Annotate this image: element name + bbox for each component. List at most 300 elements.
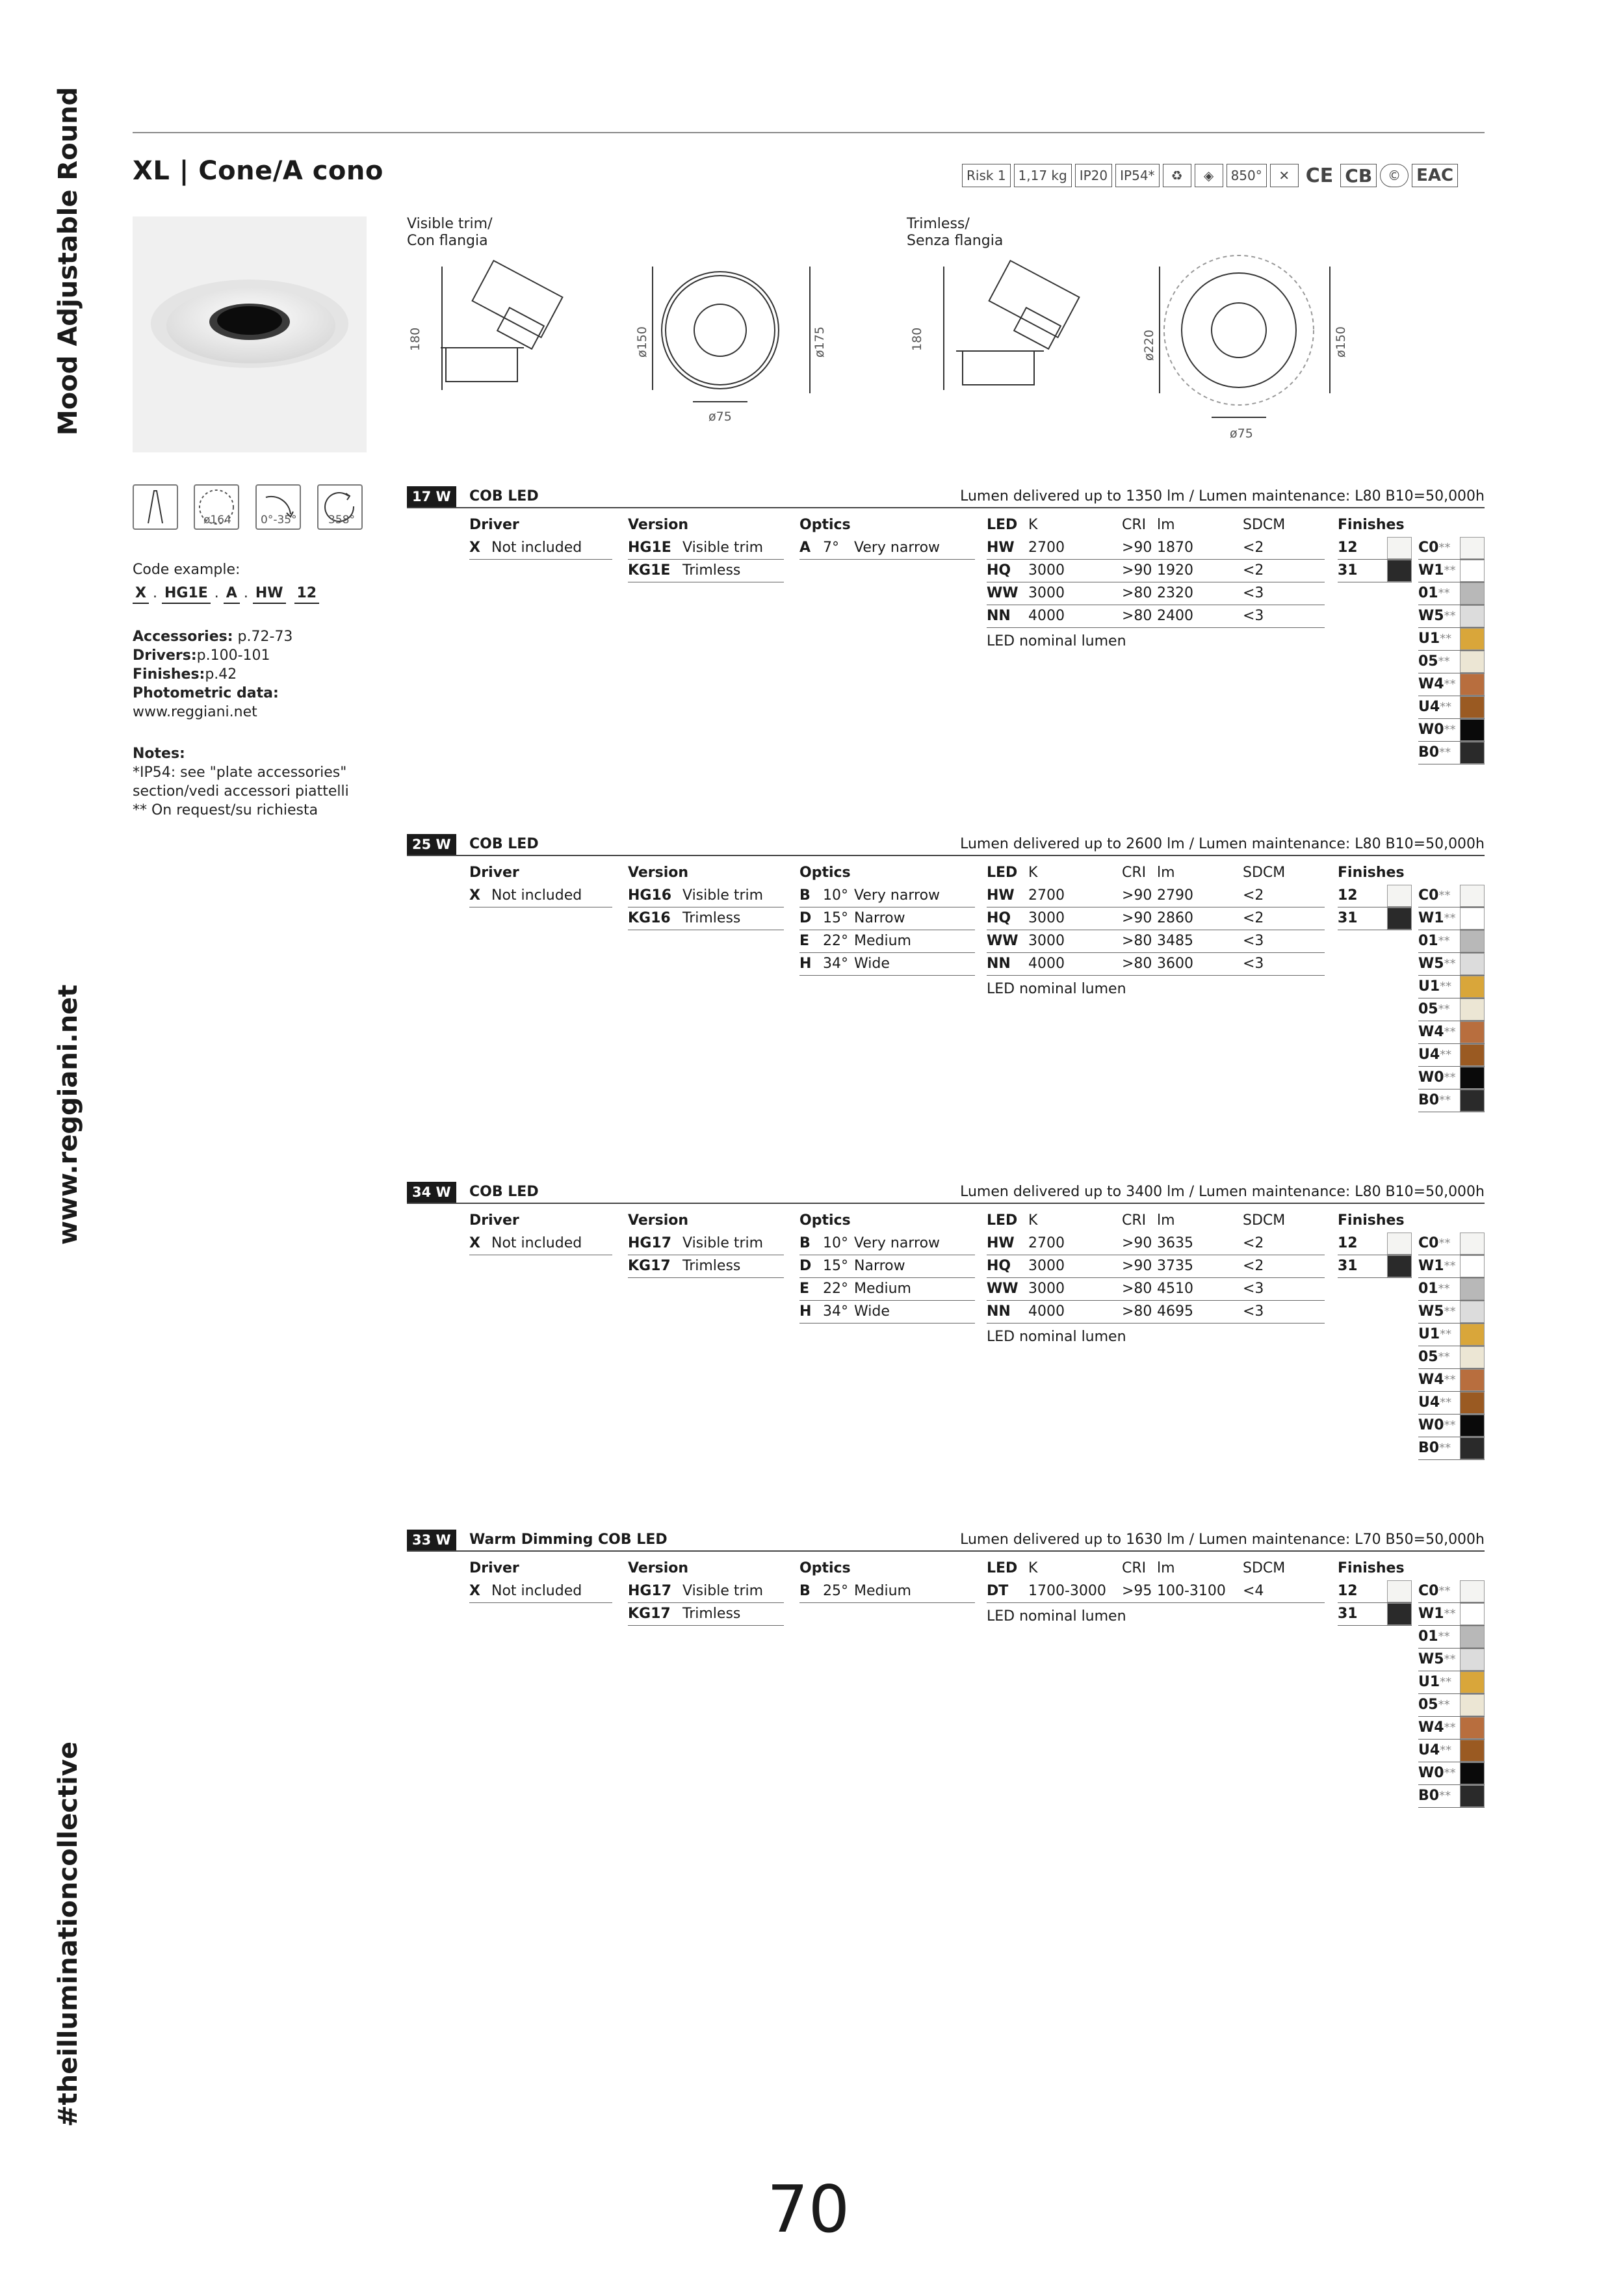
led-sdcm: <3 bbox=[1243, 1281, 1264, 1297]
finish-main-row bbox=[1338, 885, 1412, 907]
led-sdcm: <3 bbox=[1243, 1303, 1264, 1320]
family-label: Mood Adjustable Round bbox=[53, 86, 83, 436]
on-request-mark: ** bbox=[1439, 1441, 1451, 1455]
led-cri: >90 bbox=[1122, 1258, 1152, 1274]
finish-color-swatch bbox=[1460, 1717, 1485, 1739]
finish-color-row bbox=[1418, 1740, 1485, 1762]
optics-code: D bbox=[799, 910, 812, 926]
class-icon: ◈ bbox=[1195, 164, 1223, 187]
finish-color-swatch bbox=[1460, 907, 1485, 930]
finish-main-code: 12 bbox=[1338, 1235, 1358, 1251]
finish-color-row bbox=[1418, 651, 1485, 673]
version-row bbox=[628, 537, 784, 560]
led-header-code: LED bbox=[987, 517, 1018, 533]
optics-code: H bbox=[799, 1303, 812, 1320]
finish-color-row bbox=[1418, 1785, 1485, 1808]
tl-inner-dia-dim: ø150 bbox=[1334, 326, 1348, 358]
finish-color-swatch bbox=[1460, 628, 1485, 650]
top-rule bbox=[133, 132, 1485, 133]
finish-color-code: 01 bbox=[1418, 1628, 1438, 1645]
finish-color-swatch bbox=[1460, 1415, 1485, 1437]
on-request-mark: ** bbox=[1438, 586, 1450, 600]
led-code: HQ bbox=[987, 1258, 1011, 1274]
drivers-label: Drivers: bbox=[133, 647, 197, 664]
finish-color-swatch bbox=[1460, 1626, 1485, 1648]
driver-row bbox=[469, 1233, 612, 1255]
finishes-value: p.42 bbox=[205, 666, 237, 683]
driver-label: Not included bbox=[491, 1235, 582, 1251]
on-request-mark: ** bbox=[1444, 1025, 1456, 1039]
on-request-mark: ** bbox=[1438, 1350, 1450, 1364]
on-request-mark: ** bbox=[1438, 1002, 1450, 1016]
finish-color-swatch bbox=[1460, 1021, 1485, 1043]
tilt-label: 0°-35° bbox=[261, 514, 297, 527]
section-header bbox=[407, 834, 1485, 856]
tl-outer-dia-dim: ø220 bbox=[1142, 330, 1156, 361]
finish-color-swatch bbox=[1460, 1369, 1485, 1391]
product-section bbox=[407, 834, 1485, 1108]
cutout-label: ø164 bbox=[203, 514, 231, 527]
weight-badge: 1,17 kg bbox=[1014, 164, 1072, 187]
finish-main-row bbox=[1338, 907, 1412, 930]
beam-icon bbox=[133, 484, 178, 530]
version-row bbox=[628, 1580, 784, 1603]
on-request-mark: ** bbox=[1439, 1789, 1451, 1803]
led-nominal-note: LED nominal lumen bbox=[987, 633, 1126, 649]
finish-color-code: W5 bbox=[1418, 1651, 1444, 1667]
led-cri: >90 bbox=[1122, 910, 1152, 926]
drivers-value: p.100-101 bbox=[196, 647, 270, 664]
finish-color-row bbox=[1418, 885, 1485, 907]
finish-color-code: W4 bbox=[1418, 1719, 1444, 1736]
on-request-mark: ** bbox=[1444, 1071, 1456, 1084]
finish-color-swatch bbox=[1460, 1740, 1485, 1762]
finish-color-row bbox=[1418, 1278, 1485, 1301]
finish-color-swatch bbox=[1460, 651, 1485, 673]
led-k: 3000 bbox=[1028, 585, 1065, 601]
finishes-header: Finishes bbox=[1338, 1212, 1405, 1229]
finish-color-row bbox=[1418, 1346, 1485, 1369]
eac-mark: EAC bbox=[1412, 164, 1458, 187]
led-sdcm: <3 bbox=[1243, 933, 1264, 949]
notes bbox=[133, 744, 349, 820]
downlight-image bbox=[133, 216, 367, 452]
optics-code: A bbox=[799, 540, 811, 556]
finish-color-code: U1 bbox=[1418, 1674, 1440, 1690]
vt-height-dim: 180 bbox=[408, 327, 422, 351]
finish-color-row bbox=[1418, 1067, 1485, 1089]
led-row bbox=[987, 1278, 1325, 1301]
note-request: ** On request/su richiesta bbox=[133, 802, 318, 818]
optics-column bbox=[799, 1557, 975, 1603]
optics-code: E bbox=[799, 933, 810, 949]
led-cri: >90 bbox=[1122, 887, 1152, 904]
finishes-label: Finishes: bbox=[133, 666, 205, 683]
version-column bbox=[628, 514, 784, 582]
page-number: 70 bbox=[767, 2171, 850, 2247]
optics-row bbox=[799, 1580, 975, 1603]
on-request-mark: ** bbox=[1444, 1418, 1456, 1432]
lumen-info: Lumen delivered up to 3400 lm / Lumen maintenance: L80 B10=50,000h bbox=[960, 1184, 1485, 1200]
finish-color-code: 01 bbox=[1418, 1281, 1438, 1297]
on-request-mark: ** bbox=[1444, 1305, 1456, 1318]
finish-main-code: 12 bbox=[1338, 887, 1358, 904]
finish-main-swatch bbox=[1387, 907, 1412, 930]
finish-color-swatch bbox=[1460, 953, 1485, 975]
version-label: Visible trim bbox=[682, 540, 764, 556]
code-finish: 12 bbox=[294, 584, 320, 604]
finish-color-code: C0 bbox=[1418, 540, 1439, 556]
ip20-badge: IP20 bbox=[1075, 164, 1112, 187]
optics-code: H bbox=[799, 956, 812, 972]
wattage-badge: 25 W bbox=[407, 834, 456, 855]
finish-color-code: W0 bbox=[1418, 1765, 1444, 1781]
optics-row bbox=[799, 537, 975, 560]
led-header bbox=[987, 861, 1325, 885]
on-request-mark: ** bbox=[1444, 1259, 1456, 1273]
led-header-cri: CRI bbox=[1122, 1212, 1147, 1229]
lumen-info: Lumen delivered up to 2600 lm / Lumen maintenance: L80 B10=50,000h bbox=[960, 836, 1485, 852]
led-cri: >90 bbox=[1122, 1235, 1152, 1251]
finish-color-row bbox=[1418, 1021, 1485, 1044]
led-code: NN bbox=[987, 1303, 1011, 1320]
vt-bottom-dia-dim: ø75 bbox=[708, 410, 732, 424]
accessories-label: Accessories: bbox=[133, 629, 233, 645]
finish-colors-column bbox=[1418, 537, 1485, 764]
wattage-badge: 33 W bbox=[407, 1530, 456, 1550]
finish-color-swatch bbox=[1460, 1603, 1485, 1625]
finish-main-row bbox=[1338, 1255, 1412, 1278]
accessories-value: p.72-73 bbox=[237, 629, 293, 645]
note-plate: section/vedi accessori piattelli bbox=[133, 783, 349, 800]
driver-row bbox=[469, 537, 612, 560]
optics-row bbox=[799, 1255, 975, 1278]
on-request-mark: ** bbox=[1444, 1607, 1456, 1621]
finish-color-code: W0 bbox=[1418, 1069, 1444, 1086]
code-example-label: Code example: bbox=[133, 562, 240, 578]
led-sdcm: <3 bbox=[1243, 956, 1264, 972]
led-k: 4000 bbox=[1028, 608, 1065, 624]
version-header: Version bbox=[628, 865, 689, 881]
optics-row bbox=[799, 1301, 975, 1324]
optics-angle: 15° bbox=[823, 1258, 848, 1274]
finish-color-row bbox=[1418, 998, 1485, 1021]
version-code: KG1E bbox=[628, 562, 671, 579]
finish-color-row bbox=[1418, 1324, 1485, 1346]
finish-color-swatch bbox=[1460, 605, 1485, 627]
finish-color-code: 05 bbox=[1418, 1349, 1438, 1365]
driver-row bbox=[469, 885, 612, 907]
led-column bbox=[987, 514, 1325, 649]
finish-main-swatch bbox=[1387, 537, 1412, 559]
led-cri: >80 bbox=[1122, 1303, 1152, 1320]
finish-color-row bbox=[1418, 1580, 1485, 1603]
optics-angle: 34° bbox=[823, 1303, 848, 1320]
led-row bbox=[987, 1580, 1325, 1603]
on-request-mark: ** bbox=[1440, 632, 1452, 646]
code-driver: X bbox=[133, 584, 149, 604]
driver-code: X bbox=[469, 887, 480, 904]
finish-color-row bbox=[1418, 719, 1485, 742]
finish-color-code: U4 bbox=[1418, 1047, 1440, 1063]
led-header-cri: CRI bbox=[1122, 1560, 1147, 1576]
led-lm: 2860 bbox=[1157, 910, 1193, 926]
photometric-label: Photometric data: bbox=[133, 685, 279, 701]
optics-angle: 10° bbox=[823, 887, 848, 904]
optics-row bbox=[799, 1278, 975, 1301]
driver-label: Not included bbox=[491, 540, 582, 556]
led-code: HW bbox=[987, 540, 1015, 556]
led-lm: 3735 bbox=[1157, 1258, 1193, 1274]
finish-color-swatch bbox=[1460, 560, 1485, 582]
driver-column bbox=[469, 1557, 612, 1603]
finish-color-code: W4 bbox=[1418, 1372, 1444, 1388]
led-cri: >90 bbox=[1122, 540, 1152, 556]
driver-row bbox=[469, 1580, 612, 1603]
glow-wire-badge: 850° bbox=[1227, 164, 1267, 187]
version-code: KG17 bbox=[628, 1606, 671, 1622]
finish-color-row bbox=[1418, 1437, 1485, 1460]
led-lm: 2320 bbox=[1157, 585, 1193, 601]
finishes-header: Finishes bbox=[1338, 517, 1405, 533]
finish-color-swatch bbox=[1460, 1233, 1485, 1255]
optics-label: Medium bbox=[854, 1583, 911, 1599]
finish-color-swatch bbox=[1460, 582, 1485, 605]
led-sdcm: <4 bbox=[1243, 1583, 1264, 1599]
led-header-cri: CRI bbox=[1122, 517, 1147, 533]
led-code: HW bbox=[987, 887, 1015, 904]
visible-trim-label: Visible trim/ Con flangia bbox=[407, 216, 493, 249]
finish-main-code: 31 bbox=[1338, 910, 1358, 926]
finish-color-swatch bbox=[1460, 1044, 1485, 1066]
finish-color-row bbox=[1418, 976, 1485, 998]
finish-main-code: 31 bbox=[1338, 1606, 1358, 1622]
finish-color-swatch bbox=[1460, 1649, 1485, 1671]
led-header-k: K bbox=[1028, 1212, 1038, 1229]
finishes-header: Finishes bbox=[1338, 1560, 1405, 1576]
optics-label: Very narrow bbox=[854, 540, 941, 556]
notes-label: Notes: bbox=[133, 746, 185, 762]
version-header: Version bbox=[628, 517, 689, 533]
led-lm: 1920 bbox=[1157, 562, 1193, 579]
tl-height-dim: 180 bbox=[910, 327, 924, 351]
optics-column bbox=[799, 514, 975, 560]
ccc-icon: © bbox=[1380, 164, 1409, 187]
finish-color-code: W1 bbox=[1418, 910, 1444, 926]
led-row bbox=[987, 605, 1325, 628]
on-request-mark: ** bbox=[1444, 1652, 1456, 1666]
finish-color-code: W1 bbox=[1418, 1606, 1444, 1622]
finish-main-code: 12 bbox=[1338, 1583, 1358, 1599]
finish-color-code: 01 bbox=[1418, 933, 1438, 949]
led-header-sdcm: SDCM bbox=[1243, 517, 1286, 533]
product-section bbox=[407, 1182, 1485, 1456]
tl-bottom-dia-dim: ø75 bbox=[1230, 426, 1253, 441]
finish-color-row bbox=[1418, 1044, 1485, 1067]
finish-color-row bbox=[1418, 1415, 1485, 1437]
finish-color-swatch bbox=[1460, 1580, 1485, 1602]
photometric-value[interactable]: www.reggiani.net bbox=[133, 704, 257, 720]
optics-label: Wide bbox=[854, 956, 890, 972]
led-code: DT bbox=[987, 1583, 1009, 1599]
led-lm: 3485 bbox=[1157, 933, 1193, 949]
led-header-lm: lm bbox=[1157, 865, 1175, 881]
finish-color-swatch bbox=[1460, 1346, 1485, 1368]
led-lm: 4695 bbox=[1157, 1303, 1193, 1320]
version-code: HG17 bbox=[628, 1583, 672, 1599]
finish-color-row bbox=[1418, 1089, 1485, 1112]
led-lm: 100-3100 bbox=[1157, 1583, 1226, 1599]
led-cri: >80 bbox=[1122, 956, 1152, 972]
finish-color-code: W0 bbox=[1418, 722, 1444, 738]
led-k: 2700 bbox=[1028, 887, 1065, 904]
led-k: 3000 bbox=[1028, 1281, 1065, 1297]
finishes-column bbox=[1338, 1557, 1412, 1626]
version-code: KG16 bbox=[628, 910, 671, 926]
finish-color-swatch bbox=[1460, 1785, 1485, 1807]
finish-color-row bbox=[1418, 1762, 1485, 1785]
cb-mark: CB bbox=[1340, 164, 1377, 187]
no-cover-icon: ✕ bbox=[1270, 164, 1299, 187]
on-request-mark: ** bbox=[1438, 1584, 1451, 1598]
led-code: WW bbox=[987, 933, 1019, 949]
finish-color-swatch bbox=[1460, 1762, 1485, 1784]
led-header-code: LED bbox=[987, 1560, 1018, 1576]
optics-code: E bbox=[799, 1281, 810, 1297]
led-row bbox=[987, 1233, 1325, 1255]
on-request-mark: ** bbox=[1444, 1373, 1456, 1387]
finish-color-swatch bbox=[1460, 1671, 1485, 1693]
ce-mark: CE bbox=[1305, 164, 1334, 187]
finish-colors-column bbox=[1418, 1580, 1485, 1808]
driver-code: X bbox=[469, 1235, 480, 1251]
led-cri: >80 bbox=[1122, 1281, 1152, 1297]
on-request-mark: ** bbox=[1444, 1721, 1456, 1734]
led-sdcm: <2 bbox=[1243, 540, 1264, 556]
trimless-label: Trimless/ Senza flangia bbox=[907, 216, 1004, 249]
wattage-badge: 17 W bbox=[407, 486, 456, 507]
led-header bbox=[987, 1557, 1325, 1580]
finish-color-code: U1 bbox=[1418, 1326, 1440, 1342]
finish-color-row bbox=[1418, 696, 1485, 719]
finish-main-swatch bbox=[1387, 1603, 1412, 1625]
led-header-sdcm: SDCM bbox=[1243, 1560, 1286, 1576]
version-header: Version bbox=[628, 1212, 689, 1229]
finish-main-row bbox=[1338, 1233, 1412, 1255]
hashtag-label: #theilluminationcollective bbox=[53, 1742, 83, 2127]
finish-main-row bbox=[1338, 1603, 1412, 1626]
finishes-header: Finishes bbox=[1338, 865, 1405, 881]
finishes-column bbox=[1338, 1209, 1412, 1278]
on-request-mark: ** bbox=[1438, 655, 1450, 668]
finish-colors-column bbox=[1418, 885, 1485, 1112]
driver-header: Driver bbox=[469, 1560, 519, 1576]
finish-color-swatch bbox=[1460, 1301, 1485, 1323]
led-code: NN bbox=[987, 608, 1011, 624]
finish-color-row bbox=[1418, 907, 1485, 930]
optics-column bbox=[799, 861, 975, 976]
led-k: 3000 bbox=[1028, 562, 1065, 579]
on-request-mark: ** bbox=[1438, 1282, 1450, 1296]
finish-color-code: C0 bbox=[1418, 887, 1439, 904]
finish-color-row bbox=[1418, 560, 1485, 582]
on-request-mark: ** bbox=[1444, 723, 1456, 737]
website-label: www.reggiani.net bbox=[53, 984, 83, 1245]
finish-color-code: W5 bbox=[1418, 1303, 1444, 1320]
finish-color-code: U4 bbox=[1418, 1742, 1440, 1758]
version-code: HG16 bbox=[628, 887, 672, 904]
finish-main-row bbox=[1338, 1580, 1412, 1603]
finish-main-swatch bbox=[1387, 1233, 1412, 1255]
finish-main-swatch bbox=[1387, 560, 1412, 582]
driver-column bbox=[469, 1209, 612, 1255]
finish-main-code: 31 bbox=[1338, 1258, 1358, 1274]
finish-color-swatch bbox=[1460, 930, 1485, 952]
led-row bbox=[987, 907, 1325, 930]
on-request-mark: ** bbox=[1440, 1675, 1452, 1689]
finish-color-code: C0 bbox=[1418, 1235, 1439, 1251]
on-request-mark: ** bbox=[1444, 677, 1456, 691]
finishes-column bbox=[1338, 514, 1412, 582]
finish-main-row bbox=[1338, 537, 1412, 560]
optics-header: Optics bbox=[799, 1560, 851, 1576]
on-request-mark: ** bbox=[1440, 1327, 1452, 1341]
led-header-code: LED bbox=[987, 865, 1018, 881]
led-header-k: K bbox=[1028, 865, 1038, 881]
finish-color-row bbox=[1418, 930, 1485, 953]
led-cri: >80 bbox=[1122, 585, 1152, 601]
optics-column bbox=[799, 1209, 975, 1324]
led-code: HW bbox=[987, 1235, 1015, 1251]
finish-main-swatch bbox=[1387, 1255, 1412, 1277]
led-column bbox=[987, 1557, 1325, 1624]
references bbox=[133, 627, 292, 722]
lumen-info: Lumen delivered up to 1350 lm / Lumen maintenance: L80 B10=50,000h bbox=[960, 488, 1485, 504]
led-k: 2700 bbox=[1028, 1235, 1065, 1251]
finish-color-swatch bbox=[1460, 1324, 1485, 1346]
optics-row bbox=[799, 930, 975, 953]
optics-row bbox=[799, 907, 975, 930]
driver-label: Not included bbox=[491, 1583, 582, 1599]
led-header-lm: lm bbox=[1157, 517, 1175, 533]
on-request-mark: ** bbox=[1440, 1743, 1452, 1757]
code-led: HW bbox=[253, 584, 286, 604]
finish-color-swatch bbox=[1460, 1694, 1485, 1716]
on-request-mark: ** bbox=[1438, 934, 1450, 948]
finish-color-code: W0 bbox=[1418, 1417, 1444, 1433]
led-row bbox=[987, 537, 1325, 560]
finish-color-row bbox=[1418, 628, 1485, 651]
version-column bbox=[628, 861, 784, 930]
finish-color-row bbox=[1418, 1671, 1485, 1694]
finish-color-code: W4 bbox=[1418, 1024, 1444, 1040]
on-request-mark: ** bbox=[1438, 1698, 1450, 1712]
version-row bbox=[628, 1603, 784, 1626]
led-row bbox=[987, 582, 1325, 605]
technical-drawings bbox=[407, 254, 1349, 449]
optics-header: Optics bbox=[799, 1212, 851, 1229]
ip54-badge: IP54* bbox=[1115, 164, 1159, 187]
led-lm: 3635 bbox=[1157, 1235, 1193, 1251]
optics-angle: 7° bbox=[823, 540, 839, 556]
led-type-label: COB LED bbox=[469, 836, 539, 852]
finish-color-code: B0 bbox=[1418, 1788, 1440, 1804]
optics-header: Optics bbox=[799, 517, 851, 533]
version-row bbox=[628, 560, 784, 582]
led-k: 3000 bbox=[1028, 1258, 1065, 1274]
finish-color-row bbox=[1418, 1369, 1485, 1392]
led-sdcm: <3 bbox=[1243, 608, 1264, 624]
